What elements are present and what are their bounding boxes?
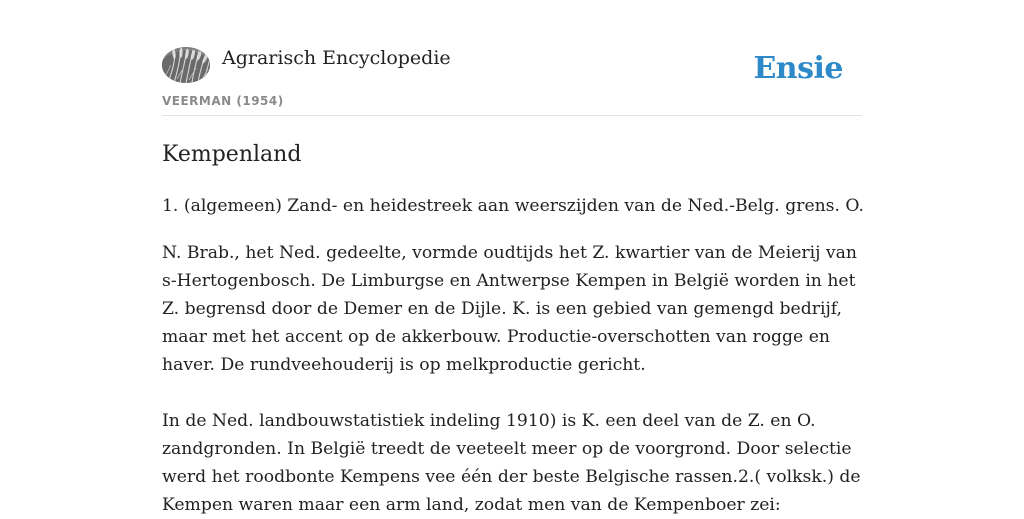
source-label: VEERMAN (1954) <box>162 94 284 108</box>
article-paragraph: In de Ned. landbouwstatistiek indeling 1910) is K. een deel van de Z. en O. zandgronden. In België treedt de veeteelt meer op de voorgrond. Door selectie werd het roodbonte Kempens vee één der beste Belgische rassen.2.( volksk.) de Kempen waren maar een arm land, zodat men van de Kempenboer zei: <box>162 411 861 515</box>
site-name[interactable]: Agrarisch Encyclopedie <box>222 47 451 69</box>
ensie-logo[interactable]: Ensie <box>753 51 843 86</box>
article <box>162 140 862 519</box>
site-header <box>162 0 862 116</box>
page <box>162 0 864 515</box>
article-paragraph: N. Brab., het Ned. gedeelte, vormde oudtijds het Z. kwartier van de Meierij van s-Hertogenbosch. De Limburgse en Antwerpse Kempen in België worden in het Z. begrensd door de Demer en de Dijle. K. is een gebied van gemengd bedrijf, maar met het accent op de akkerbouw. Productie-overschotten van rogge en haver. De rundveehouderij is op melkproductie gericht. <box>162 243 857 375</box>
article-title: Kempenland <box>162 142 302 167</box>
article-lead: 1. (algemeen) Zand- en heidestreek aan weerszijden van de Ned.-Belg. grens. O. <box>162 196 864 216</box>
wheat-ears-icon[interactable] <box>162 47 210 83</box>
